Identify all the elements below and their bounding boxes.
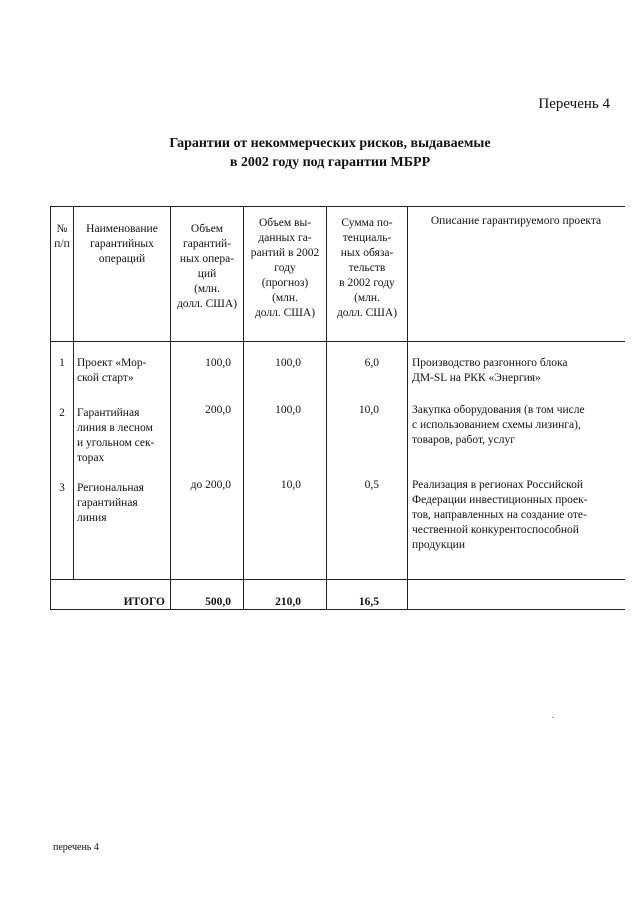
row-2-num: 2	[59, 407, 65, 419]
row-3-num: 3	[59, 482, 65, 494]
row-3-issued: 10,0	[280, 479, 301, 491]
row-1-name: Проект «Мор- ской старт»	[77, 357, 147, 384]
column-header-description: Описание гарантируемого проекта	[430, 215, 602, 227]
row-3-volume: до 200,0	[190, 479, 231, 491]
document-title	[100, 134, 560, 172]
table-divider	[407, 206, 408, 610]
title-line-1: Гарантии от некоммерческих рисков, выдаваемые	[169, 136, 491, 151]
total-liability: 16,5	[358, 596, 379, 608]
row-2-issued: 100,0	[275, 404, 301, 416]
column-header-liability: Сумма по- тенциаль- ных обяза- тельств в 2002 году (млн. долл. США)	[336, 217, 398, 319]
row-1-num: 1	[59, 357, 65, 369]
row-1-liability: 6,0	[364, 357, 379, 369]
row-3-name: Региональная гарантийная линия	[77, 482, 144, 524]
table-total-divider	[50, 579, 625, 580]
row-1-issued: 100,0	[275, 357, 301, 369]
total-label: ИТОГО	[123, 596, 165, 608]
table-border-top	[50, 206, 625, 207]
scan-speck	[552, 717, 554, 718]
row-2-volume: 200,0	[205, 404, 231, 416]
column-header-issued: Объем вы- данных га- рантий в 2002 году (прогноз) (млн. долл. США)	[250, 217, 320, 319]
guarantees-table	[50, 206, 625, 610]
footer-label: перечень 4	[53, 842, 99, 853]
row-2-liability: 10,0	[358, 404, 379, 416]
row-1-description: Производство разгонного блока ДМ-SL на РКК «Энергия»	[412, 357, 568, 384]
total-issued: 210,0	[275, 596, 301, 608]
title-line-2: в 2002 году под гарантии МБРР	[229, 155, 431, 170]
row-3-description: Реализация в регионах Российской Федерации инвестиционных проек- тов, направленных на создание оте- чественной конкурентоспособной продукции	[412, 479, 588, 551]
row-1-volume: 100,0	[205, 357, 231, 369]
total-volume: 500,0	[205, 596, 231, 608]
column-header-name: Наименование гарантийных операций	[86, 223, 158, 265]
document-list-label: Перечень 4	[538, 96, 610, 112]
table-header-divider	[50, 341, 625, 342]
column-header-num: № п/п	[54, 223, 70, 250]
column-header-volume: Объем гарантий- ных опера- ций (млн. долл. США)	[176, 223, 238, 310]
row-3-liability: 0,5	[364, 479, 379, 491]
row-2-name: Гарантийная линия в лесном и угольном сек- торах	[77, 407, 155, 464]
row-2-description: Закупка оборудования (в том числе с использованием схемы лизинга), товаров, работ, услуг	[412, 404, 585, 446]
